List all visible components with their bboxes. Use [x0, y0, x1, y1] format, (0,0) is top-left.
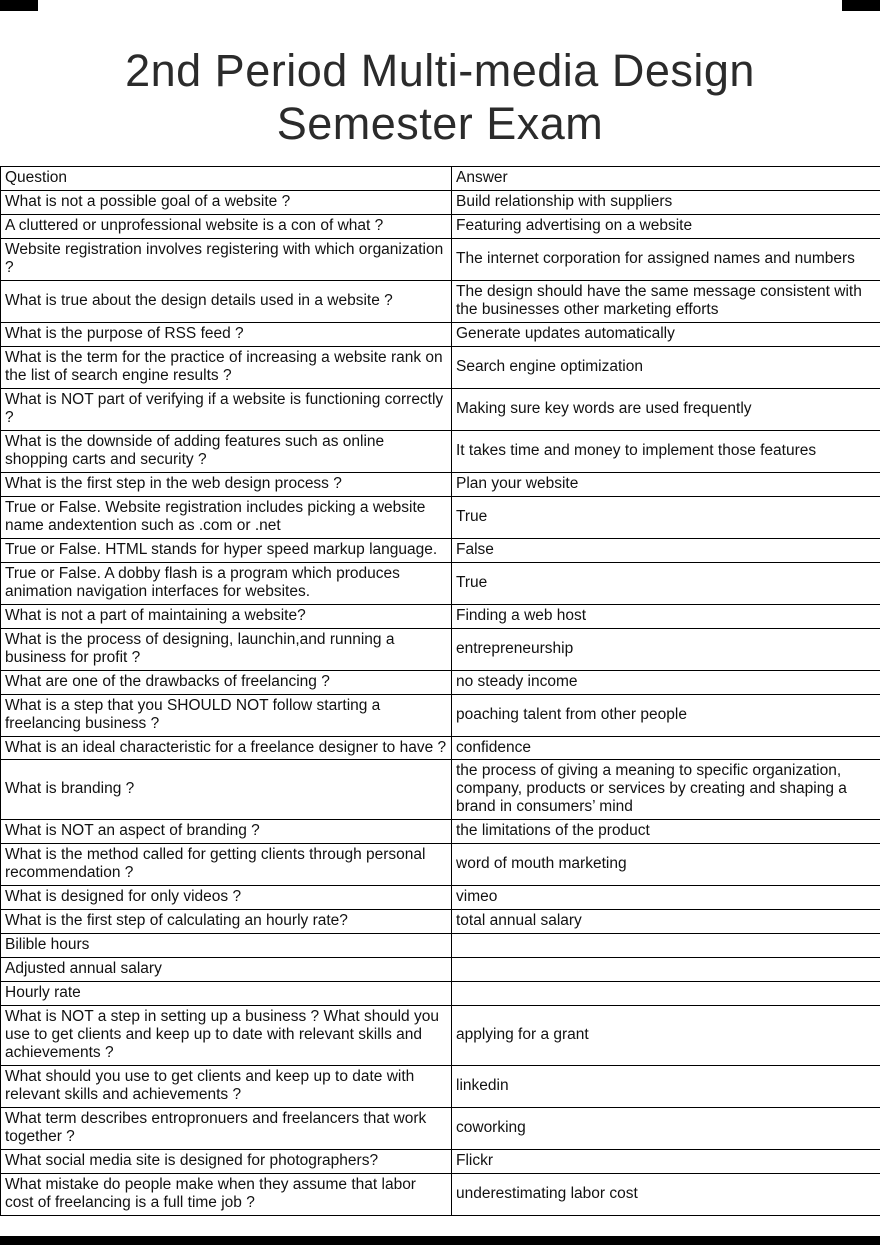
- table-row: [1, 472, 880, 496]
- answer-cell: [452, 958, 880, 982]
- table-row: [1, 694, 880, 736]
- answer-cell: coworking: [452, 1107, 880, 1149]
- answer-cell: word of mouth marketing: [452, 844, 880, 886]
- table-row: [1, 1149, 880, 1173]
- table-row: [1, 430, 880, 472]
- table-row: [1, 1107, 880, 1149]
- table-row: [1, 736, 880, 760]
- question-cell: What is NOT a step in setting up a business ? What should you use to get clients and keep up to date with relevant skills and achievements ?: [1, 1006, 452, 1066]
- table-row: [1, 844, 880, 886]
- page-title-line1: 2nd Period Multi-media Design: [125, 45, 755, 97]
- table-row: [1, 670, 880, 694]
- question-cell: What is the purpose of RSS feed ?: [1, 323, 452, 347]
- answer-cell: Finding a web host: [452, 604, 880, 628]
- table-row: [1, 496, 880, 538]
- table-row: [1, 628, 880, 670]
- scan-mark-bottom-bar: [0, 1236, 880, 1245]
- table-row: [1, 910, 880, 934]
- answer-cell: total annual salary: [452, 910, 880, 934]
- page-title: [0, 30, 880, 150]
- question-cell: What is true about the design details used in a website ?: [1, 281, 452, 323]
- question-cell: What term describes entropronuers and freelancers that work together ?: [1, 1107, 452, 1149]
- answer-cell: It takes time and money to implement those features: [452, 430, 880, 472]
- answer-cell: Featuring advertising on a website: [452, 215, 880, 239]
- answer-cell: Generate updates automatically: [452, 323, 880, 347]
- table-row: [1, 958, 880, 982]
- table-row: [1, 538, 880, 562]
- table-row: [1, 323, 880, 347]
- table-row: [1, 562, 880, 604]
- answer-cell: the limitations of the product: [452, 820, 880, 844]
- answer-cell: underestimating labor cost: [452, 1173, 880, 1215]
- answer-cell: the process of giving a meaning to specific organization, company, products or services by creating and shaping a brand in consumers’ mind: [452, 760, 880, 820]
- answer-cell: poaching talent from other people: [452, 694, 880, 736]
- answer-cell: False: [452, 538, 880, 562]
- question-cell: What is not a part of maintaining a website?: [1, 604, 452, 628]
- question-cell: What is the first step in the web design process ?: [1, 472, 452, 496]
- scan-mark-top-right: [842, 0, 880, 11]
- question-cell: What is an ideal characteristic for a freelance designer to have ?: [1, 736, 452, 760]
- table-row: [1, 389, 880, 431]
- answer-column-header: Answer: [452, 167, 880, 191]
- table-row: [1, 604, 880, 628]
- answer-cell: [452, 982, 880, 1006]
- question-cell: What is designed for only videos ?: [1, 886, 452, 910]
- question-cell: What is not a possible goal of a website ?: [1, 191, 452, 215]
- table-row: [1, 239, 880, 281]
- question-column-header: Question: [1, 167, 452, 191]
- question-cell: What is the first step of calculating an hourly rate?: [1, 910, 452, 934]
- answer-cell: linkedin: [452, 1066, 880, 1108]
- table-row: [1, 1173, 880, 1215]
- question-cell: What is NOT an aspect of branding ?: [1, 820, 452, 844]
- table-row: [1, 191, 880, 215]
- answer-cell: no steady income: [452, 670, 880, 694]
- question-cell: What is branding ?: [1, 760, 452, 820]
- question-cell: Website registration involves registering with which organization ?: [1, 239, 452, 281]
- answer-cell: Build relationship with suppliers: [452, 191, 880, 215]
- answer-cell: Making sure key words are used frequently: [452, 389, 880, 431]
- table-header-row: [1, 167, 880, 191]
- answer-cell: The internet corporation for assigned names and numbers: [452, 239, 880, 281]
- question-cell: Adjusted annual salary: [1, 958, 452, 982]
- answer-cell: Flickr: [452, 1149, 880, 1173]
- question-cell: What should you use to get clients and keep up to date with relevant skills and achievements ?: [1, 1066, 452, 1108]
- question-cell: A cluttered or unprofessional website is a con of what ?: [1, 215, 452, 239]
- answer-cell: The design should have the same message consistent with the businesses other marketing efforts: [452, 281, 880, 323]
- answer-cell: True: [452, 496, 880, 538]
- question-cell: Hourly rate: [1, 982, 452, 1006]
- question-cell: What is the process of designing, launchin,and running a business for profit ?: [1, 628, 452, 670]
- exam-table: [0, 166, 880, 1216]
- question-cell: True or False. HTML stands for hyper speed markup language.: [1, 538, 452, 562]
- question-cell: What mistake do people make when they assume that labor cost of freelancing is a full time job ?: [1, 1173, 452, 1215]
- table-row: [1, 215, 880, 239]
- answer-cell: vimeo: [452, 886, 880, 910]
- question-cell: What is a step that you SHOULD NOT follow starting a freelancing business ?: [1, 694, 452, 736]
- table-row: [1, 760, 880, 820]
- question-cell: What is the method called for getting clients through personal recommendation ?: [1, 844, 452, 886]
- question-cell: What are one of the drawbacks of freelancing ?: [1, 670, 452, 694]
- scan-mark-top-left: [0, 0, 38, 11]
- table-row: [1, 820, 880, 844]
- answer-cell: confidence: [452, 736, 880, 760]
- question-cell: True or False. Website registration includes picking a website name andextention such as .com or .net: [1, 496, 452, 538]
- answer-cell: Plan your website: [452, 472, 880, 496]
- answer-cell: Search engine optimization: [452, 347, 880, 389]
- answer-cell: entrepreneurship: [452, 628, 880, 670]
- page-title-line2: Semester Exam: [276, 98, 604, 150]
- question-cell: What is the downside of adding features such as online shopping carts and security ?: [1, 430, 452, 472]
- question-cell: Bilible hours: [1, 934, 452, 958]
- table-row: [1, 982, 880, 1006]
- answer-cell: applying for a grant: [452, 1006, 880, 1066]
- table-row: [1, 347, 880, 389]
- question-cell: True or False. A dobby flash is a program which produces animation navigation interfaces for websites.: [1, 562, 452, 604]
- table-row: [1, 1006, 880, 1066]
- table-row: [1, 1066, 880, 1108]
- answer-cell: True: [452, 562, 880, 604]
- exam-table-body: [1, 191, 880, 1216]
- table-row: [1, 281, 880, 323]
- question-cell: What social media site is designed for photographers?: [1, 1149, 452, 1173]
- table-row: [1, 934, 880, 958]
- question-cell: What is NOT part of verifying if a website is functioning correctly ?: [1, 389, 452, 431]
- answer-cell: [452, 934, 880, 958]
- question-cell: What is the term for the practice of increasing a website rank on the list of search engine results ?: [1, 347, 452, 389]
- table-row: [1, 886, 880, 910]
